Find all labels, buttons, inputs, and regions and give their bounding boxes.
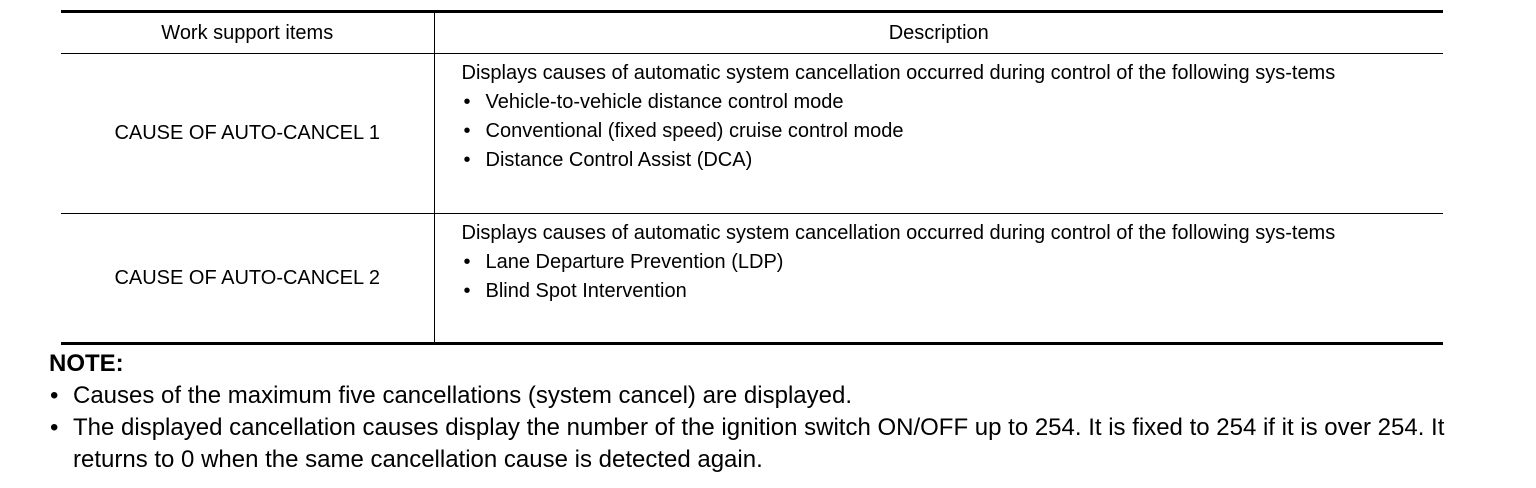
- description-bullet: • Lane Departure Prevention (LDP): [462, 248, 1434, 277]
- note-list: [49, 380, 1469, 476]
- work-support-table: [61, 10, 1443, 345]
- note-item: • Causes of the maximum five cancellations (system cancel) are displayed.: [49, 380, 1469, 412]
- description-text: Displays causes of automatic system cancellation occurred during control of the following sys-tems: [461, 222, 1336, 244]
- description-text: Displays causes of automatic system cancellation occurred during control of the following sys-tems: [461, 62, 1336, 84]
- description-bullet: • Distance Control Assist (DCA): [462, 146, 1434, 175]
- description-bullet: • Conventional (fixed speed) cruise control mode: [462, 117, 1434, 146]
- description-cell: [434, 54, 1443, 214]
- description-cell: [434, 214, 1443, 344]
- column-header-description: Description: [434, 12, 1443, 54]
- table-row: [61, 214, 1443, 344]
- table-header: [61, 12, 1443, 54]
- description-bullet: • Vehicle-to-vehicle distance control mode: [462, 88, 1434, 117]
- description-bullet: • Blind Spot Intervention: [462, 277, 1434, 306]
- column-header-work-support-items: Work support items: [61, 12, 434, 54]
- note-item: • The displayed cancellation causes display the number of the ignition switch ON/OFF up to 254. It is fixed to 254 if it is over 254. It returns to 0 when the same cancellation cause is detected again.: [49, 412, 1469, 476]
- note-heading: NOTE:: [49, 350, 124, 377]
- table-row: [61, 54, 1443, 214]
- header-row: [61, 12, 1443, 54]
- work-support-item: CAUSE OF AUTO-CANCEL 2: [61, 214, 434, 344]
- note-section: [49, 348, 1469, 476]
- description-bullet-list: [462, 88, 1434, 175]
- work-support-item: CAUSE OF AUTO-CANCEL 1: [61, 54, 434, 214]
- description-bullet-list: [462, 248, 1434, 306]
